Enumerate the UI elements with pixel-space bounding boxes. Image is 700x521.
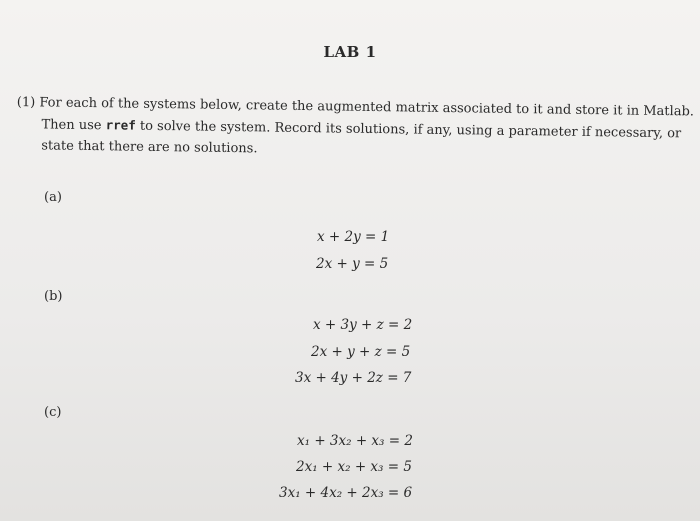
equation-c3: 3x₁ + 4x₂ + 2x₃ = 6 [279,485,413,501]
problem-text-1: For each of the systems below, create the augmented matrix associated to it and store it in Matlab. [39,95,695,120]
rref-command: rref [105,117,136,133]
equation-b2: 2x + y + z = 5 [311,344,411,360]
problem-number: (1) [16,94,36,111]
equation-c1: x₁ + 3x₂ + x₃ = 2 [297,433,413,449]
part-c-label: (c) [44,405,62,420]
problem-statement [16,92,695,165]
equation-b1: x + 3y + z = 2 [313,317,413,333]
problem-text-2b: to solve the system. Record its solutions, if any, using a parameter if necessary, or [135,118,682,142]
equation-a1: x + 2y = 1 [317,229,390,245]
equation-b3: 3x + 4y + 2z = 7 [295,370,412,386]
problem-text-2a: Then use [41,117,106,134]
equation-a2: 2x + y = 5 [316,256,389,272]
part-a-label: (a) [44,190,62,205]
page-title: LAB 1 [323,43,377,61]
problem-text-3: state that there are no solutions. [41,138,258,157]
equation-c2: 2x₁ + x₂ + x₃ = 5 [296,459,412,475]
part-b-label: (b) [44,289,63,304]
